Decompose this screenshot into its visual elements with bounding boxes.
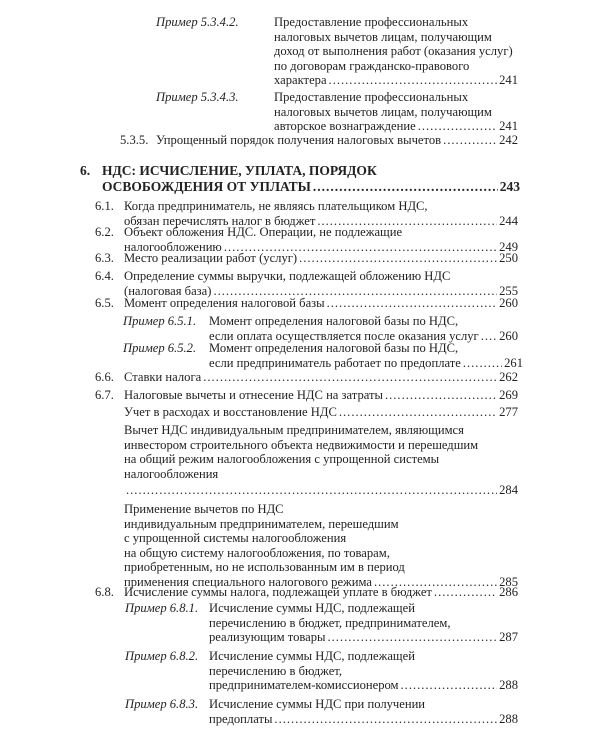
toc-entry-6-8[interactable] bbox=[95, 585, 518, 600]
entry-last-line bbox=[274, 73, 518, 88]
toc-entry-example-6-8-1[interactable] bbox=[125, 601, 518, 645]
toc-entry-example-6-8-2[interactable] bbox=[125, 649, 518, 693]
entry-last-line bbox=[274, 119, 518, 134]
toc-chapter-6[interactable] bbox=[80, 163, 520, 194]
page-number: 243 bbox=[499, 178, 520, 194]
leader-dots bbox=[443, 133, 497, 148]
section-number: 5.3.5. bbox=[120, 133, 149, 147]
entry-last-line bbox=[102, 179, 520, 195]
entry-text-line: Учет в расходах и восстановление НДС bbox=[124, 405, 337, 419]
entry-text-line: Момент определения налоговой базы bbox=[124, 296, 325, 310]
section-number: 6.4. bbox=[95, 269, 114, 283]
entry-text-line: на общий режим налогообложения с упрощенной системы bbox=[124, 452, 440, 466]
page-number: 261 bbox=[504, 355, 523, 370]
entry-last-line bbox=[156, 133, 518, 148]
section-number: 6.5. bbox=[95, 296, 114, 310]
page-number: 249 bbox=[499, 239, 518, 254]
leader-dots bbox=[203, 370, 497, 385]
entry-text-line: Применение вычетов по НДС bbox=[124, 502, 284, 516]
entry-text-line: налоговых вычетов лицам, получающим bbox=[274, 104, 492, 119]
entry-text-line: Исчисление суммы налога, подлежащей уплате в бюджет bbox=[124, 585, 432, 599]
entry-text-line: Исчисление суммы НДС, подлежащей bbox=[209, 649, 415, 663]
entry-last-line bbox=[124, 405, 518, 420]
entry-text-line: Когда предприниматель, не являясь плательщиком НДС, bbox=[124, 199, 428, 213]
section-number: 6.7. bbox=[95, 388, 114, 402]
entry-text-line: Объект обложения НДС. Операции, не подлежащие bbox=[124, 225, 403, 239]
entry-text-line: перечислению в бюджет, bbox=[209, 663, 342, 678]
section-number: 6.3. bbox=[95, 251, 114, 265]
leader-dots bbox=[299, 251, 497, 266]
page-number: 250 bbox=[499, 251, 518, 265]
page-number: 277 bbox=[499, 405, 518, 419]
entry-text-line: перечислению в бюджет, предпринимателем, bbox=[209, 615, 451, 630]
page-number: 287 bbox=[499, 630, 518, 644]
entry-last-line bbox=[124, 370, 518, 385]
entry-text-line: характера bbox=[274, 73, 327, 87]
entry-text-line: реализующим товары bbox=[209, 630, 326, 644]
toc-entry-6-6[interactable] bbox=[95, 370, 518, 385]
toc-subentry-vat-deduction-transition[interactable] bbox=[124, 502, 518, 589]
entry-text-line: если оплата осуществляется после оказания услуг bbox=[209, 328, 479, 343]
entry-text-line: Ставки налога bbox=[124, 370, 202, 384]
chapter-title-line: ОСВОБОЖДЕНИЯ ОТ УПЛАТЫ bbox=[102, 178, 311, 194]
entry-text-line: Исчисление суммы НДС при получении bbox=[209, 697, 426, 711]
entry-text-line: налогообложению bbox=[124, 239, 222, 254]
leader-dots bbox=[327, 296, 498, 311]
leader-dots bbox=[385, 388, 497, 403]
toc-subentry-vat-deduction-investor[interactable] bbox=[124, 423, 518, 498]
leader-dots bbox=[274, 712, 497, 727]
entry-last-line bbox=[124, 388, 518, 403]
entry-text-line: инвестором строительного объекта недвижимости и перешедшим bbox=[124, 437, 479, 452]
entry-text-line: налогообложения bbox=[124, 466, 219, 481]
toc-entry-example-6-5-1[interactable] bbox=[123, 314, 518, 343]
page-number: 241 bbox=[499, 119, 518, 133]
toc-entry-example-6-5-2[interactable] bbox=[123, 341, 523, 370]
chapter-title-line: НДС: ИСЧИСЛЕНИЕ, УПЛАТА, ПОРЯДОК bbox=[102, 163, 377, 178]
entry-last-line bbox=[124, 585, 518, 600]
chapter-number: 6. bbox=[80, 163, 91, 178]
entry-text-line: по договорам гражданско-правового bbox=[274, 58, 470, 73]
toc-entry-6-2[interactable] bbox=[95, 225, 518, 254]
leader-dots bbox=[329, 73, 498, 88]
section-number: 6.2. bbox=[95, 225, 114, 239]
page-number: 260 bbox=[499, 296, 518, 310]
entry-text-line: предоплаты bbox=[209, 711, 273, 726]
leader-dots bbox=[313, 179, 498, 195]
page-number: 269 bbox=[499, 388, 518, 402]
section-number: 6.8. bbox=[95, 585, 114, 599]
page-number: 241 bbox=[499, 73, 518, 87]
page-number: 260 bbox=[499, 328, 518, 343]
page-number: 288 bbox=[499, 678, 518, 692]
entry-text-line: Предоставление профессиональных bbox=[274, 15, 469, 29]
entry-text-line: на общую систему налогообложения, по товарам, bbox=[124, 545, 390, 560]
page-number: 262 bbox=[499, 370, 518, 384]
leader-dots bbox=[339, 405, 497, 420]
entry-text-line: Предоставление профессиональных bbox=[274, 90, 469, 104]
page-number: 284 bbox=[499, 483, 518, 497]
toc-entry-example-5-3-4-3[interactable] bbox=[156, 90, 518, 134]
entry-text-line: налоговых вычетов лицам, получающим bbox=[274, 29, 492, 44]
leader-dots bbox=[434, 585, 497, 600]
entry-text-line: приобретенным, но не использованным им в период bbox=[124, 560, 405, 574]
example-label: Пример 6.5.1. bbox=[123, 314, 197, 328]
entry-text-line: индивидуальным предпринимателем, перешедшим bbox=[124, 516, 399, 531]
toc-entry-example-6-8-3[interactable] bbox=[125, 697, 518, 726]
section-number: 6.6. bbox=[95, 370, 114, 384]
entry-last-line bbox=[124, 483, 518, 498]
entry-text-line: с упрощенной системы налогообложения bbox=[124, 531, 347, 545]
entry-last-line bbox=[209, 356, 523, 371]
leader-dots bbox=[401, 678, 498, 693]
toc-entry-6-3[interactable] bbox=[95, 251, 518, 266]
entry-text-line: авторское вознаграждение bbox=[274, 119, 416, 133]
toc-entry-5-3-5[interactable] bbox=[120, 133, 518, 148]
example-label: Пример 6.8.2. bbox=[125, 649, 199, 663]
entry-last-line bbox=[209, 630, 518, 645]
entry-last-line bbox=[209, 712, 518, 727]
section-number: 6.1. bbox=[95, 199, 114, 213]
leader-dots bbox=[126, 483, 497, 498]
entry-text-line: если предприниматель работает по предоплате bbox=[209, 355, 461, 370]
entry-text-line: применения специального налогового режима bbox=[124, 574, 372, 589]
entry-text-line: Исчисление суммы НДС, подлежащей bbox=[209, 601, 415, 615]
entry-text-line: доход от выполнения работ (оказания услуг) bbox=[274, 44, 513, 58]
toc-entry-example-5-3-4-2[interactable] bbox=[156, 15, 518, 88]
leader-dots bbox=[463, 356, 502, 371]
toc-entry-6-4[interactable] bbox=[95, 269, 518, 298]
example-label: Пример 6.8.1. bbox=[125, 601, 199, 615]
entry-last-line bbox=[209, 678, 518, 693]
entry-text-line: обязан перечислять налог в бюджет bbox=[124, 213, 316, 228]
entry-text-line: Место реализации работ (услуг) bbox=[124, 251, 298, 265]
entry-text-line: Налоговые вычеты и отнесение НДС на затраты bbox=[124, 388, 383, 402]
entry-text-line: Определение суммы выручки, подлежащей обложению НДС bbox=[124, 269, 451, 283]
toc-subentry-vat-expenses[interactable] bbox=[124, 405, 518, 420]
leader-dots bbox=[418, 119, 497, 134]
toc-entry-6-7[interactable] bbox=[95, 388, 518, 403]
entry-text-line: предпринимателем-комиссионером bbox=[209, 678, 399, 692]
entry-last-line bbox=[124, 296, 518, 311]
page-number: 285 bbox=[499, 574, 518, 589]
example-label: Пример 6.8.3. bbox=[125, 697, 199, 711]
leader-dots bbox=[328, 630, 498, 645]
toc-entry-6-5[interactable] bbox=[95, 296, 518, 311]
entry-text-line: (налоговая база) bbox=[124, 283, 212, 298]
entry-last-line bbox=[124, 251, 518, 266]
example-label: Пример 5.3.4.3. bbox=[156, 90, 239, 104]
entry-text-line: Момент определения налоговой базы по НДС, bbox=[209, 314, 459, 328]
page-number: 244 bbox=[499, 213, 518, 228]
page-number: 242 bbox=[499, 133, 518, 147]
page-number: 288 bbox=[499, 711, 518, 726]
toc-entry-6-1[interactable] bbox=[95, 199, 518, 228]
page-number: 255 bbox=[499, 283, 518, 298]
example-label: Пример 5.3.4.2. bbox=[156, 15, 239, 29]
entry-text-line: Упрощенный порядок получения налоговых вычетов bbox=[156, 133, 442, 147]
entry-text-line: Момент определения налоговой базы по НДС, bbox=[209, 341, 459, 355]
example-label: Пример 6.5.2. bbox=[123, 341, 197, 355]
entry-text-line: Вычет НДС индивидуальным предпринимателем, являющимся bbox=[124, 423, 464, 437]
page-number: 286 bbox=[499, 585, 518, 599]
